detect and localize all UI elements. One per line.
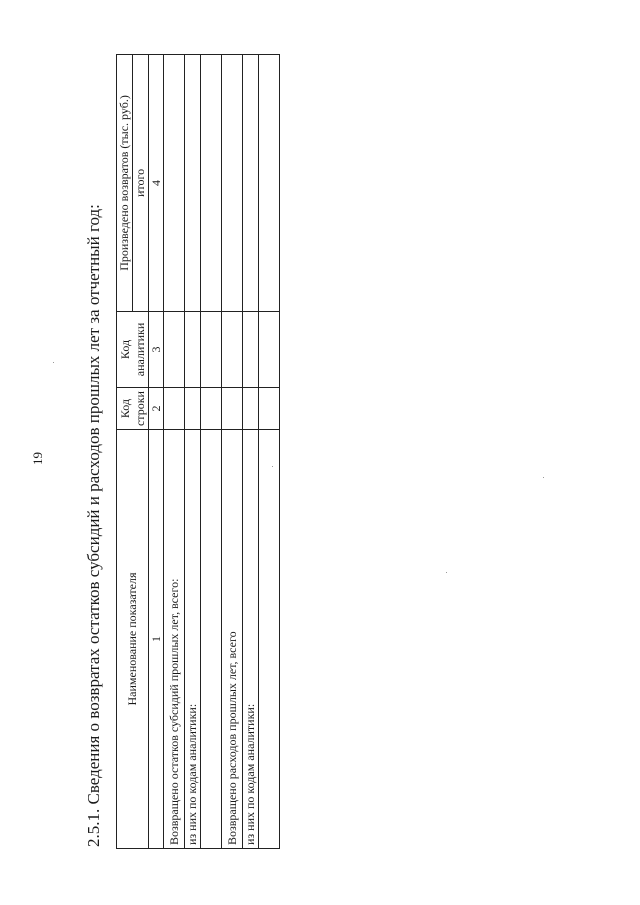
header-row-code: Код строки	[117, 388, 149, 430]
table-row	[201, 55, 222, 849]
row-name: из них по кодам аналитики:	[243, 430, 259, 849]
table-row	[222, 55, 243, 849]
total-cell	[259, 55, 280, 312]
row-code-cell	[201, 388, 222, 430]
row-name	[259, 430, 280, 849]
total-cell	[243, 55, 259, 312]
header-returned: Произведено возвратов (тыс. руб.)	[117, 55, 133, 312]
scan-speck	[53, 362, 54, 363]
row-name: Возвращено остатков субсидий прошлых лет, всего:	[164, 430, 185, 849]
scan-speck	[543, 477, 544, 478]
table-header-row-1	[117, 55, 133, 849]
scan-speck	[446, 572, 447, 573]
row-code-cell	[259, 388, 280, 430]
table-row	[185, 55, 201, 849]
table-row	[259, 55, 280, 849]
row-name: Возвращено расходов прошлых лет, всего	[222, 430, 243, 849]
row-code-cell	[222, 388, 243, 430]
analytic-code-cell	[243, 311, 259, 387]
row-code-cell	[185, 388, 201, 430]
total-cell	[185, 55, 201, 312]
header-indicator-name: Наименование показателя	[117, 430, 149, 849]
analytic-code-cell	[222, 311, 243, 387]
total-cell	[201, 55, 222, 312]
column-number: 4	[149, 55, 164, 312]
column-number-row	[149, 55, 164, 849]
analytic-code-cell	[185, 311, 201, 387]
page-number: 19	[30, 452, 45, 465]
row-name: из них по кодам аналитики:	[185, 430, 201, 849]
header-total: итого	[133, 55, 149, 312]
section-heading: 2.5.1. Сведения о возвратах остатков субсидий и расходов прошлых лет за отчетный год:	[84, 204, 103, 847]
total-cell	[222, 55, 243, 312]
column-number: 2	[149, 388, 164, 430]
row-name	[201, 430, 222, 849]
total-cell	[164, 55, 185, 312]
column-number: 1	[149, 430, 164, 849]
analytic-code-cell	[201, 311, 222, 387]
returns-table	[116, 54, 280, 849]
row-code-cell	[164, 388, 185, 430]
column-number: 3	[149, 311, 164, 387]
table-row	[243, 55, 259, 849]
analytic-code-cell	[164, 311, 185, 387]
table-row	[164, 55, 185, 849]
header-analytic-code: Код аналитики	[117, 311, 149, 387]
analytic-code-cell	[259, 311, 280, 387]
row-code-cell	[243, 388, 259, 430]
scan-speck	[272, 466, 273, 467]
